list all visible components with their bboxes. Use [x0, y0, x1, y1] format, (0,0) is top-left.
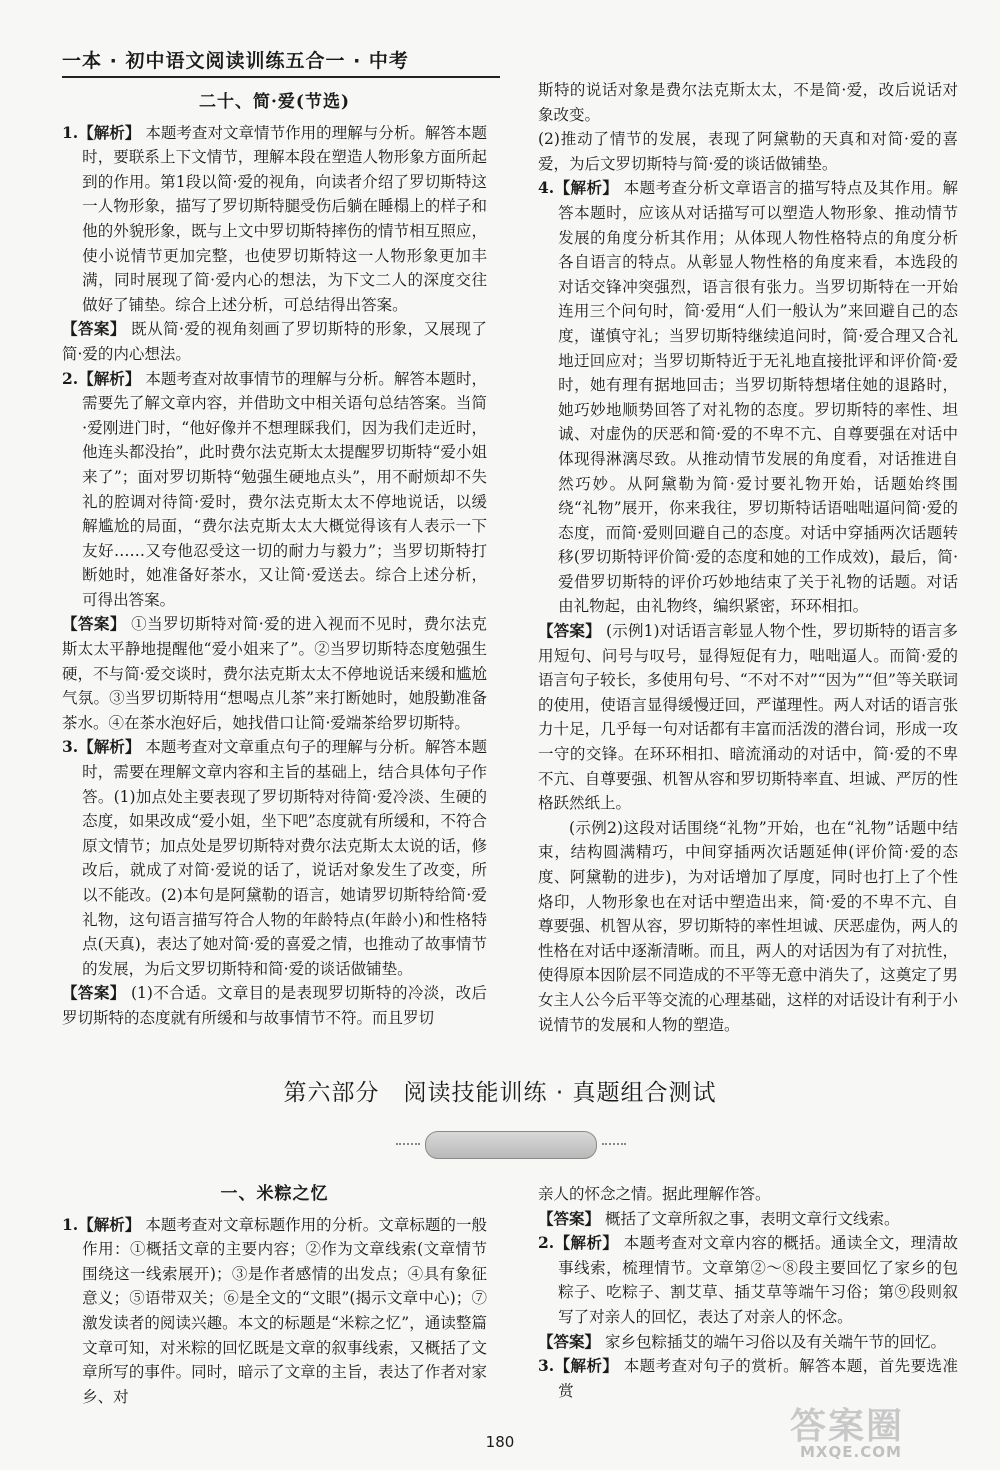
paragraph-text: 本题考查对文章重点句子的理解与分析。解答本题时，需要在理解文章内容和主旨的基础上，结合具体句子作答。(1)加点处主要表现了罗切斯特对待简·爱冷淡、生硬的态度，如果改成“爱小姐，坐下吧”态度就有所缓和，不符合原文情节；加点处是罗切斯特对费尔法克斯太太说的话，修改后，就成了对简·爱说的话了，说话对象发生了改变，所以不能改。(2)本句是阿黛勒的语言，她请罗切斯特给简·爱礼物，这句语言描写符合人物的年龄特点(年龄小)和性格特点(天真)，表达了她对简·爱的喜爱之情，也推动了故事情节的发展，为后文罗切斯特和简·爱的谈话做铺垫。 [82, 738, 487, 978]
answer-tag: 【答案】 [62, 614, 126, 634]
question-number: 4. [538, 178, 555, 198]
answer-tag: 【解析】 [78, 368, 141, 388]
right-bot-items [538, 1182, 958, 1403]
left-bot-items [62, 1213, 487, 1410]
answer-tag: 【答案】 [62, 319, 126, 339]
question-number: 2. [62, 368, 79, 388]
paragraph [62, 367, 487, 613]
question-number: 3. [62, 737, 79, 757]
answer-tag: 【解析】 [78, 737, 141, 757]
right-top-items [538, 78, 958, 1037]
paragraph [538, 1207, 958, 1232]
paragraph [538, 1231, 958, 1329]
paragraph [538, 619, 958, 816]
paragraph [62, 121, 487, 318]
paragraph-text: 本题考查对故事情节的理解与分析。解答本题时，需要先了解文章内容，并借助文中相关语句总结答案。当简·爱刚进门时，“他好像并不想理睬我们，因为我们走近时，他连头都没抬”，此时费尔法克斯太太提醒罗切斯特“爱小姐来了”；面对罗切斯特“勉强生硬地点头”，用不耐烦却不失礼的腔调对待简·爱时，费尔法克斯太太不停地说话，以缓解尴尬的局面，“费尔法克斯太太大概觉得该有人表示一下友好……又夸他忍受这一切的耐力与毅力”；当罗切斯特打断她时，她准备好茶水，又让简·爱送去。综合上述分析，可得出答案。 [82, 369, 487, 609]
question-number: 1. [62, 1214, 79, 1234]
paragraph [538, 1330, 958, 1355]
watermark-url: MXQE.COM [800, 1443, 902, 1461]
paragraph-text: 斯特的说话对象是费尔法克斯太太，不是简·爱，改后说话对象改变。 [538, 81, 958, 124]
question-number: 2. [538, 1233, 555, 1253]
paragraph [538, 1182, 958, 1207]
paragraph-text: (2)推动了情节的发展，表现了阿黛勒的天真和对简·爱的喜爱，为后文罗切斯特与简·爱的谈话做铺垫。 [538, 130, 958, 173]
paragraph-text: 家乡包粽插艾的端午习俗以及有关端午节的回忆。 [600, 1332, 946, 1351]
paragraph-text: 本题考查对文章情节作用的理解与分析。解答本题时，要联系上下文情节，理解本段在塑造人物形象方面所起到的作用。第1段以简·爱的视角，向读者介绍了罗切斯特这一人物形象，描写了罗切斯特腿受伤后躺在睡榻上的样子和他的外貌形象，既与上文中罗切斯特摔伤的情节相互照应，使小说情节更加完整，也使罗切斯特这一人物形象更加丰满，同时展现了简·爱内心的想法，为下文二人的深度交往做好了铺垫。综合上述分析，可总结得出答案。 [82, 123, 487, 314]
paragraph-text: 概括了文章所叙之事，表明文章行文线索。 [600, 1209, 900, 1228]
paragraph-text: (示例1)对话语言彰显人物个性，罗切斯特的语言多用短句、问号与叹号，显得短促有力，咄咄逼人。而简·爱的语言句子较长，多使用句号、“不对不对”“因为”“但”等关联词的使用，使语言显得缓慢迂回，严谨理性。两人对话的语言张力十足，几乎每一句对话都有丰富而活泼的潜台词，形成一攻一守的交锋。在环环相扣、暗流涌动的对话中，简·爱的不卑不亢、自尊要强、机智从容和罗切斯特率直、坦诚、严厉的性格跃然纸上。 [538, 622, 958, 813]
paragraph [538, 127, 958, 176]
paragraph [62, 981, 487, 1030]
section-banner [425, 1131, 597, 1159]
answer-tag: 【解析】 [554, 178, 619, 198]
paragraph [62, 317, 487, 366]
question-number: 3. [538, 1356, 555, 1376]
paragraph-text: 本题考查对文章标题作用的分析。文章标题的一般作用：①概括文章的主要内容；②作为文章线索(文章情节围绕这一线索展开)；③是作者感情的出发点；④具有象征意义；⑤语带双关；⑥是全文的“文眼”(揭示文章中心)；⑦激发读者的阅读兴趣。本文的标题是“米粽之忆”，通读整篇文章可知，对米粽的回忆既是文章的叙事线索，又概括了文章所写的事件。同时，暗示了文章的主旨，表达了作者对家乡、对 [82, 1215, 487, 1406]
section-title-2: 一、米粽之忆 [220, 1184, 329, 1204]
left-column-bottom [62, 1182, 487, 1409]
paragraph-text: (1)不合适。文章目的是表现罗切斯特的冷淡，改后罗切斯特的态度就有所缓和与故事情节不符。而且罗切 [62, 984, 487, 1027]
paragraph-text: 既从简·爱的视角刻画了罗切斯特的形象，又展现了简·爱的内心想法。 [62, 320, 487, 363]
answer-tag: 【解析】 [554, 1356, 619, 1376]
paragraph [538, 816, 958, 1037]
paragraph-text: 本题考查分析文章语言的描写特点及其作用。解答本题时，应该从对话描写可以塑造人物形象、推动情节发展的角度分析其作用；从体现人物性格特点的角度分析各自语言的特点。从彰显人物性格的角度来看，本选段的对话交锋冲突强烈，语言很有张力。当罗切斯特在一开始连用三个问句时，简·爱用“人们一般认为”来回避自己的态度，谨慎守礼；当罗切斯特继续追问时，简·爱合理又合礼地迂回应对；当罗切斯特近于无礼地直接批评和评价简·爱时，她有理有据地回击；当罗切斯特想堵住她的退路时，她巧妙地顺势回答了对礼物的态度。罗切斯特的率性、坦诚、对虚伪的厌恶和简·爱的不卑不亢、自尊要强在对话中体现得淋漓尽致。从推动情节发展的角度看，对话推进自然巧妙。从阿黛勒为简·爱讨要礼物开始，话题始终围绕“礼物”展开，你来我往，罗切斯特话语咄咄逼问简·爱的态度，而简·爱则回避自己的态度。对话中穿插两次话题转移(罗切斯特评价简·爱的态度和她的工作成效)，最后，简·爱借罗切斯特的评价巧妙地结束了关于礼物的话题。对话由礼物起，由礼物终，编织紧密，环环相扣。 [558, 179, 958, 616]
paragraph-text: 本题考查对句子的赏析。解答本题，首先要选准赏 [558, 1357, 958, 1400]
paragraph-text: (示例2)这段对话围绕“礼物”开始，也在“礼物”话题中结束，结构圆满精巧，中间穿插两次话题延伸(评价简·爱的态度、阿黛勒的进步)，为对话增加了厚度，同时也打上了个性烙印，人物形象也在对话中塑造出来，简·爱的不卑不亢、自尊要强、机智从容，罗切斯特的率性坦诚、厌恶虚伪，两人的性格在对话中逐渐清晰。而且，两人的对话因为有了对抗性，使得原本因阶层不同造成的不平等无意中消失了，这奠定了男女主人公今后平等交流的心理基础，这样的对话设计有利于小说情节的发展和人物的塑造。 [538, 818, 958, 1034]
paragraph [62, 612, 487, 735]
paragraph [62, 735, 487, 981]
left-top-items [62, 121, 487, 1031]
paragraph-text: ①当罗切斯特对简·爱的进入视而不见时，费尔法克斯太太平静地提醒他“爱小姐来了”。②当罗切斯特态度勉强生硬，不与简·爱交谈时，费尔法克斯太太不停地说话来缓和尴尬气氛。③当罗切斯特用“想喝点儿茶”来打断她时，她殷勤准备茶水。④在茶水泡好后，她找借口让简·爱端茶给罗切斯特。 [62, 615, 487, 732]
answer-tag: 【答案】 [538, 1331, 601, 1351]
paragraph [62, 1213, 487, 1410]
book-header: 一本 · 初中语文阅读训练五合一 · 中考 [62, 50, 409, 72]
answer-tag: 【答案】 [538, 621, 601, 641]
header-rule [62, 76, 500, 78]
right-column-top [538, 78, 958, 1037]
page-number: 180 [485, 1433, 515, 1451]
paragraph-text: 亲人的怀念之情。据此理解作答。 [538, 1185, 771, 1203]
paragraph [538, 78, 958, 127]
paragraph [538, 1354, 958, 1403]
answer-tag: 【解析】 [78, 122, 141, 142]
paragraph-text: 本题考查对文章内容的概括。通读全文，理清故事线索，梳理情节。文章第②～⑧段主要回忆了家乡的包粽子、吃粽子、割艾草、插艾草等端午习俗；第⑨段则叙写了对亲人的回忆，表达了对亲人的怀念。 [558, 1234, 958, 1326]
answer-tag: 【答案】 [62, 983, 126, 1003]
answer-tag: 【答案】 [538, 1208, 601, 1228]
section-title: 二十、简·爱(节选) [198, 92, 350, 112]
left-column-top [62, 90, 487, 1031]
right-column-bottom [538, 1182, 958, 1403]
question-number: 1. [62, 122, 79, 142]
answer-tag: 【解析】 [554, 1233, 619, 1253]
paragraph [538, 176, 958, 619]
answer-tag: 【解析】 [78, 1214, 141, 1234]
watermark-logo: 答案圈 [790, 1406, 905, 1447]
part-title: 第六部分 阅读技能训练 · 真题组合测试 [283, 1080, 717, 1106]
